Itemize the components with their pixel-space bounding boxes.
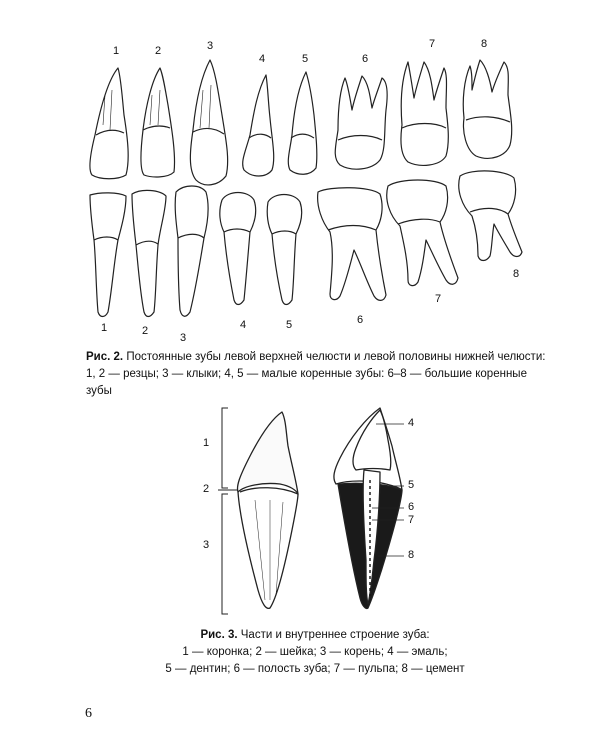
lower-tooth-2 xyxy=(132,190,166,316)
fig3-label-1: 1 xyxy=(203,437,210,449)
figure-2-caption xyxy=(86,349,556,400)
upper-tooth-1 xyxy=(90,68,128,179)
figure-3-tooth-external xyxy=(237,412,298,608)
figure-3-caption xyxy=(150,627,480,678)
lower-label-1: 1 xyxy=(101,322,108,334)
upper-label-6: 6 xyxy=(362,53,369,65)
upper-tooth-6 xyxy=(335,76,387,169)
lower-tooth-6 xyxy=(318,188,386,301)
figure-3-brackets xyxy=(218,408,238,614)
upper-tooth-5 xyxy=(288,72,317,174)
upper-label-3: 3 xyxy=(207,40,214,52)
upper-tooth-7 xyxy=(401,62,448,165)
fig3-label-3: 3 xyxy=(203,539,210,551)
lower-label-3: 3 xyxy=(180,332,187,344)
figure-3-caption-bold: Рис. 3. xyxy=(200,629,238,641)
upper-label-5: 5 xyxy=(302,53,309,65)
lower-label-8: 8 xyxy=(513,268,520,280)
figure-2-caption-line1: Постоянные зубы левой верхней челюсти и левой половины нижней челюсти: xyxy=(123,351,546,363)
figure-3-caption-line3: 5 — дентин; 6 — полость зуба; 7 — пульпа; 8 — цемент xyxy=(165,663,465,675)
lower-label-6: 6 xyxy=(357,314,364,326)
fig3-label-2: 2 xyxy=(203,483,210,495)
figure-2-caption-line2: 1, 2 — резцы; 3 — клыки; 4, 5 — малые коренные зубы: 6–8 — большие коренные зубы xyxy=(86,368,527,397)
lower-tooth-3 xyxy=(175,186,208,316)
lower-tooth-7 xyxy=(387,180,458,286)
fig3-label-7: 7 xyxy=(408,514,415,526)
upper-tooth-3 xyxy=(190,60,227,185)
lower-tooth-8 xyxy=(459,171,522,261)
fig3-label-6: 6 xyxy=(408,501,415,513)
lower-label-5: 5 xyxy=(286,319,293,331)
lower-tooth-5 xyxy=(267,195,301,305)
lower-label-7: 7 xyxy=(435,293,442,305)
figure-3-caption-line2: 1 — коронка; 2 — шейка; 3 — корень; 4 — эмаль; xyxy=(182,646,448,658)
upper-label-4: 4 xyxy=(259,53,266,65)
lower-tooth-4 xyxy=(220,193,256,305)
upper-label-8: 8 xyxy=(481,38,488,50)
lower-label-2: 2 xyxy=(142,325,149,337)
fig3-label-8: 8 xyxy=(408,549,415,561)
fig3-label-4: 4 xyxy=(408,417,415,429)
upper-tooth-4 xyxy=(243,75,274,176)
upper-label-2: 2 xyxy=(155,45,162,57)
upper-label-7: 7 xyxy=(429,38,436,50)
figure-2-caption-bold: Рис. 2. xyxy=(86,351,124,363)
upper-tooth-2 xyxy=(141,68,175,177)
fig3-label-5: 5 xyxy=(408,479,415,491)
lower-tooth-1 xyxy=(90,193,126,317)
upper-tooth-8 xyxy=(463,60,511,158)
lower-label-4: 4 xyxy=(240,319,247,331)
upper-label-1: 1 xyxy=(113,45,120,57)
page-number: 6 xyxy=(85,706,92,721)
figure-3-caption-line1: Части и внутреннее строение зуба: xyxy=(237,629,430,641)
